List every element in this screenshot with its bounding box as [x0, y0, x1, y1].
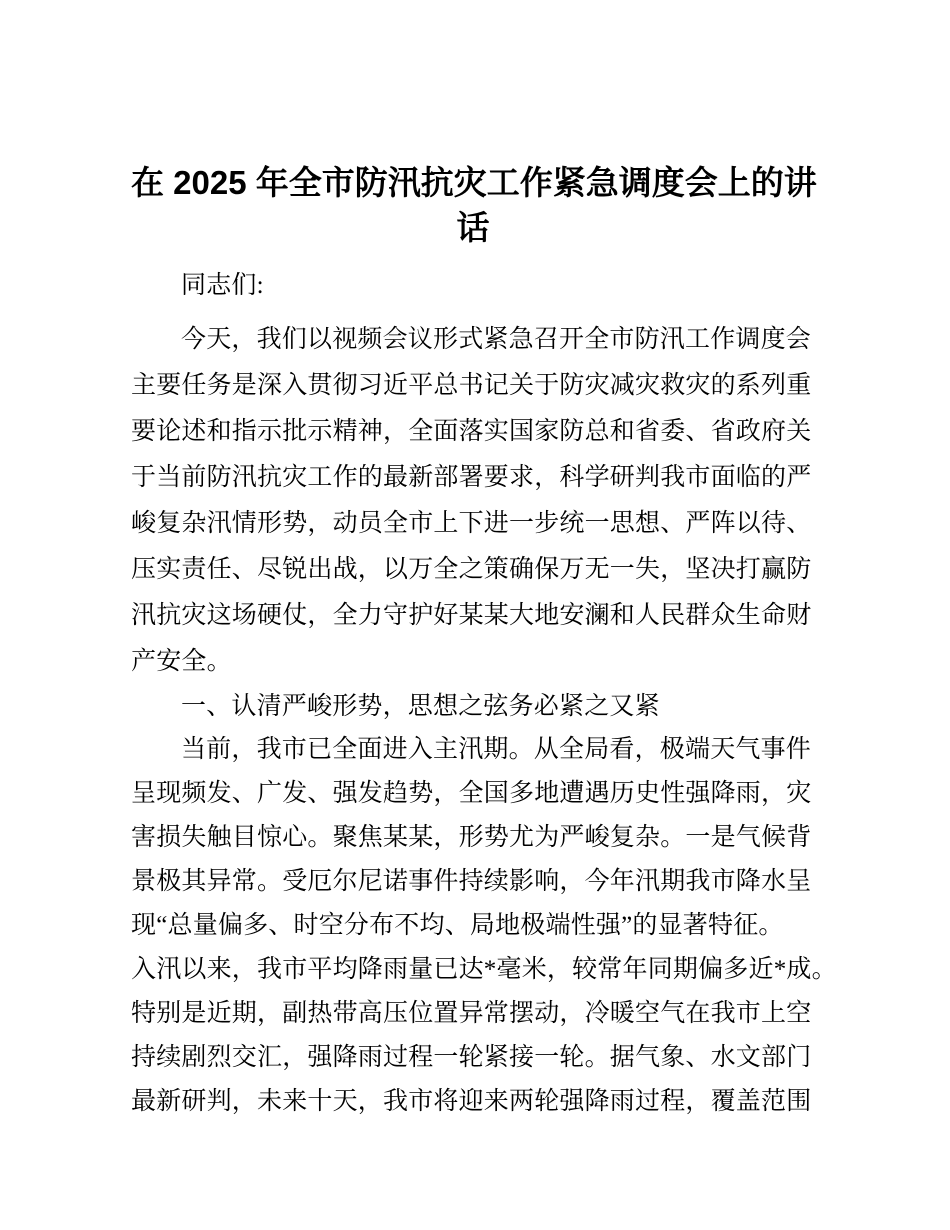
text-line: 呈现频发、广发、强发趋势，全国多地遭遇历史性强降雨，灾	[131, 780, 812, 807]
title-line-1: 在 2025 年全市防汛抗灾工作紧急调度会上的讲	[131, 164, 817, 201]
text-line: 要论述和指示批示精神，全面落实国家防总和省委、省政府关	[131, 418, 812, 445]
text-line: 峻复杂汛情形势，动员全市上下进一步统一思想、严阵以待、	[131, 510, 812, 537]
text-line: 当前，我市已全面进入主汛期。从全局看，极端天气事件	[181, 736, 812, 763]
title-line-2: 话	[456, 209, 490, 246]
text-line: 现“总量偏多、时空分布不均、局地极端性强”的显著特征。	[131, 912, 784, 939]
paragraph-2	[131, 728, 837, 1124]
greeting-line: 同志们:	[181, 272, 264, 299]
text-line: 特别是近期，副热带高压位置异常摆动，冷暖空气在我市上空	[131, 1000, 812, 1027]
text-line: 害损失触目惊心。聚焦某某，形势尤为严峻复杂。一是气候背	[131, 824, 812, 851]
text-line: 于当前防汛抗灾工作的最新部署要求，科学研判我市面临的严	[131, 464, 812, 491]
paragraph-1	[131, 317, 811, 685]
text-line: 主要任务是深入贯彻习近平总书记关于防灾减灾救灾的系列重	[131, 372, 812, 399]
text-line: 最新研判，未来十天，我市将迎来两轮强降雨过程，覆盖范围	[131, 1088, 812, 1115]
text-line: 今天，我们以视频会议形式紧急召开全市防汛工作调度会	[181, 326, 812, 353]
heading-line: 一、认清严峻形势，思想之弦务必紧之又紧	[181, 693, 660, 720]
text-line: 景极其异常。受厄尔尼诺事件持续影响，今年汛期我市降水呈	[131, 868, 812, 895]
section-heading-1	[131, 684, 660, 730]
text-line: 压实责任、尽锐出战，以万全之策确保万无一失，坚决打赢防	[131, 556, 812, 583]
text-line: 持续剧烈交汇，强降雨过程一轮紧接一轮。据气象、水文部门	[131, 1044, 812, 1071]
text-line: 汛抗灾这场硬仗，全力守护好某某大地安澜和人民群众生命财	[131, 602, 812, 629]
document-title	[131, 160, 815, 250]
text-line: 产安全。	[131, 648, 232, 675]
greeting	[131, 263, 264, 309]
text-line: 入汛以来，我市平均降雨量已达*毫米，较常年同期偏多近*成。	[131, 956, 837, 983]
